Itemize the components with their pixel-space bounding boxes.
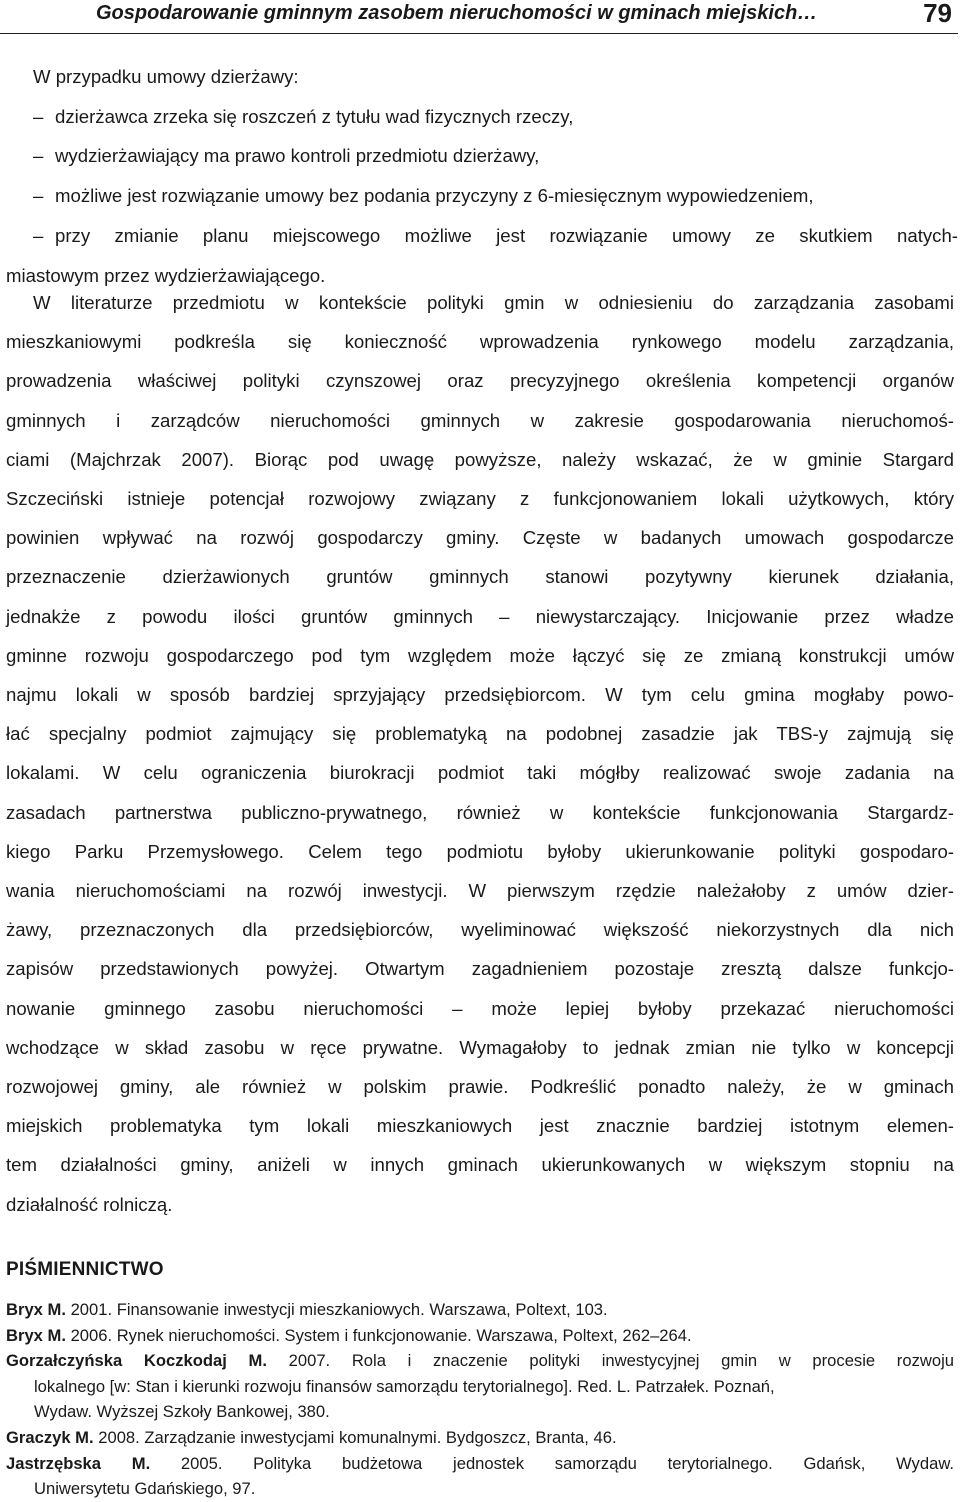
reference-line: [6, 1348, 954, 1374]
paragraph-line: żawy, przeznaczonych dla przedsiębiorców, wyeliminować większość niekorzystnych dla nich: [6, 919, 954, 941]
paragraph-line: działalność rolniczą.: [6, 1193, 173, 1215]
running-title: Gospodarowanie gminnym zasobem nieruchomości w gminach miejskich…: [96, 2, 818, 24]
paragraph-line: miejskich problematyka tym lokali mieszkaniowych jest znacznie bardziej istotnym elemen-: [6, 1115, 954, 1137]
list-item: [0, 136, 960, 176]
reference-author: Jastrzębska M.: [6, 1453, 151, 1473]
reference-text: 2008. Zarządzanie inwestycjami komunalnymi. Bydgoszcz, Branta, 46.: [93, 1427, 617, 1447]
list-item-text: przy zmianie planu miejscowego możliwe jest rozwiązanie umowy ze skutkiem natych-: [55, 224, 958, 246]
paragraph-line: zasadach partnerstwa publiczno-prywatnego, również w kontekście funkcjonowania Stargardz-: [6, 801, 954, 823]
paragraph-line: tem działalności gminy, aniżeli w innych gminach ukierunkowanych w większym stopniu na: [6, 1154, 954, 1176]
running-header: [0, 0, 958, 34]
paragraph-line: gminnych i zarządców nieruchomości gminnych w zakresie gospodarowania nieruchomoś-: [6, 409, 954, 431]
paragraph-line: wchodzące w skład zasobu w ręce prywatne. Wymagałoby to jednak zmian nie tylko w koncepcji: [6, 1036, 954, 1058]
references-heading: PIŚMIENNICTWO: [6, 1259, 164, 1280]
paragraph-line: gminne rozwoju gospodarczego pod tym względem może łączyć się ze zmianą konstrukcji umów: [6, 644, 954, 666]
reference-text: 2001. Finansowanie inwestycji mieszkaniowych. Warszawa, Poltext, 103.: [65, 1300, 608, 1319]
reference-text: 2007. Rola i znaczenie polityki inwestycyjnej gmin w procesie rozwoju: [266, 1351, 954, 1371]
dash-marker: –: [33, 224, 44, 246]
paragraph-line: W literaturze przedmiotu w kontekście polityki gmin w odniesieniu do zarządzania zasobami: [33, 292, 954, 313]
lease-intro: W przypadku umowy dzierżawy:: [33, 66, 299, 87]
paragraph-line: mieszkaniowymi podkreśla się konieczność wprowadzenia rynkowego modelu zarządzania,: [6, 331, 954, 353]
reference-text: 2005. Polityka budżetowa jednostek samorządu terytorialnego. Gdańsk, Wydaw.: [150, 1453, 954, 1473]
paragraph-line: lokalami. W celu ograniczenia biurokracji podmiot taki mógłby realizować swoje zadania na: [6, 762, 954, 784]
paragraph-line: powinien wpływać na rozwój gospodarczy gminy. Częste w badanych umowach gospodarcze: [6, 527, 954, 549]
dash-marker: –: [33, 145, 44, 167]
reference-item: [6, 1297, 954, 1323]
reference-line: [6, 1323, 954, 1349]
paragraph-line: najmu lokali w sposób bardziej sprzyjający przedsiębiorcom. W tym celu gmina mogłaby powo-: [6, 684, 954, 706]
reference-author: Graczyk M.: [6, 1427, 94, 1447]
reference-line: [6, 1425, 954, 1451]
paragraph-line: rozwojowej gminy, ale również w polskim prawie. Podkreślić ponadto należy, że w gminach: [6, 1076, 954, 1098]
list-item-text: możliwe jest rozwiązanie umowy bez podania przyczyny z 6-miesięcznym wypowiedzeniem,: [55, 185, 814, 207]
list-item-text: wydzierżawiający ma prawo kontroli przedmiotu dzierżawy,: [55, 145, 540, 167]
paragraph-line: nowanie gminnego zasobu nieruchomości – może lepiej byłoby przekazać nieruchomości: [6, 997, 954, 1019]
reference-item: [6, 1348, 954, 1425]
reference-continuation: lokalnego [w: Stan i kierunki rozwoju finansów samorządu terytorialnego]. Red. L. Patrzałek. Poznań,: [34, 1376, 775, 1396]
reference-item: [6, 1451, 954, 1502]
paragraph-line: prowadzenia właściwej polityki czynszowej oraz precyzyjnego określenia kompetencji organów: [6, 370, 954, 392]
reference-author: Bryx M.: [6, 1300, 66, 1319]
references-list: [6, 1297, 954, 1502]
list-item-continuation: miastowym przez wydzierżawiającego.: [6, 264, 326, 286]
page-number: 79: [923, 0, 952, 28]
paragraph-line: kiego Parku Przemysłowego. Celem tego podmiotu byłoby ukierunkowanie polityki gospodaro-: [6, 840, 954, 862]
paragraph-line: łać specjalny podmiot zajmujący się problematyką na podobnej zasadzie jak TBS-y zajmują się: [6, 723, 954, 745]
list-item-text: dzierżawca zrzeka się roszczeń z tytułu wad fizycznych rzeczy,: [55, 105, 574, 127]
paragraph-line: Szczeciński istnieje potencjał rozwojowy związany z funkcjonowaniem lokali użytkowych, który: [6, 488, 954, 510]
list-item: [0, 97, 960, 137]
dash-marker: –: [33, 105, 44, 127]
paragraph-line: wania nieruchomościami na rozwój inwestycji. W pierwszym rzędzie należałoby z umów dzier-: [6, 880, 954, 902]
paragraph-line: zapisów przedstawionych powyżej. Otwartym zagadnieniem pozostaje zresztą dalsze funkcjo-: [6, 958, 954, 980]
reference-author: Bryx M.: [6, 1325, 66, 1345]
lease-conditions-list: [0, 57, 960, 295]
reference-text: 2006. Rynek nieruchomości. System i funkcjonowanie. Warszawa, Poltext, 262–264.: [65, 1325, 692, 1345]
reference-item: [6, 1323, 954, 1349]
list-item: [0, 216, 960, 256]
paragraph-line: ciami (Majchrzak 2007). Biorąc pod uwagę powyższe, należy wskazać, że w gminie Stargard: [6, 448, 954, 470]
paragraph-line: przeznaczenie dzierżawionych gruntów gminnych stanowi pozytywny kierunek działania,: [6, 566, 954, 588]
reference-continuation: Uniwersytetu Gdańskiego, 97.: [34, 1479, 256, 1499]
reference-author: Gorzałczyńska Koczkodaj M.: [6, 1351, 267, 1371]
reference-continuation: Wydaw. Wyższej Szkoły Bankowej, 380.: [34, 1402, 330, 1422]
list-item: [0, 176, 960, 216]
paragraph-line: jednakże z powodu ilości gruntów gminnych – niewystarczający. Inicjowanie przez władze: [6, 605, 954, 627]
reference-item: [6, 1425, 954, 1451]
body-paragraph: [6, 283, 954, 1224]
dash-marker: –: [33, 185, 44, 207]
reference-line: [6, 1297, 954, 1323]
reference-line: [6, 1451, 954, 1477]
